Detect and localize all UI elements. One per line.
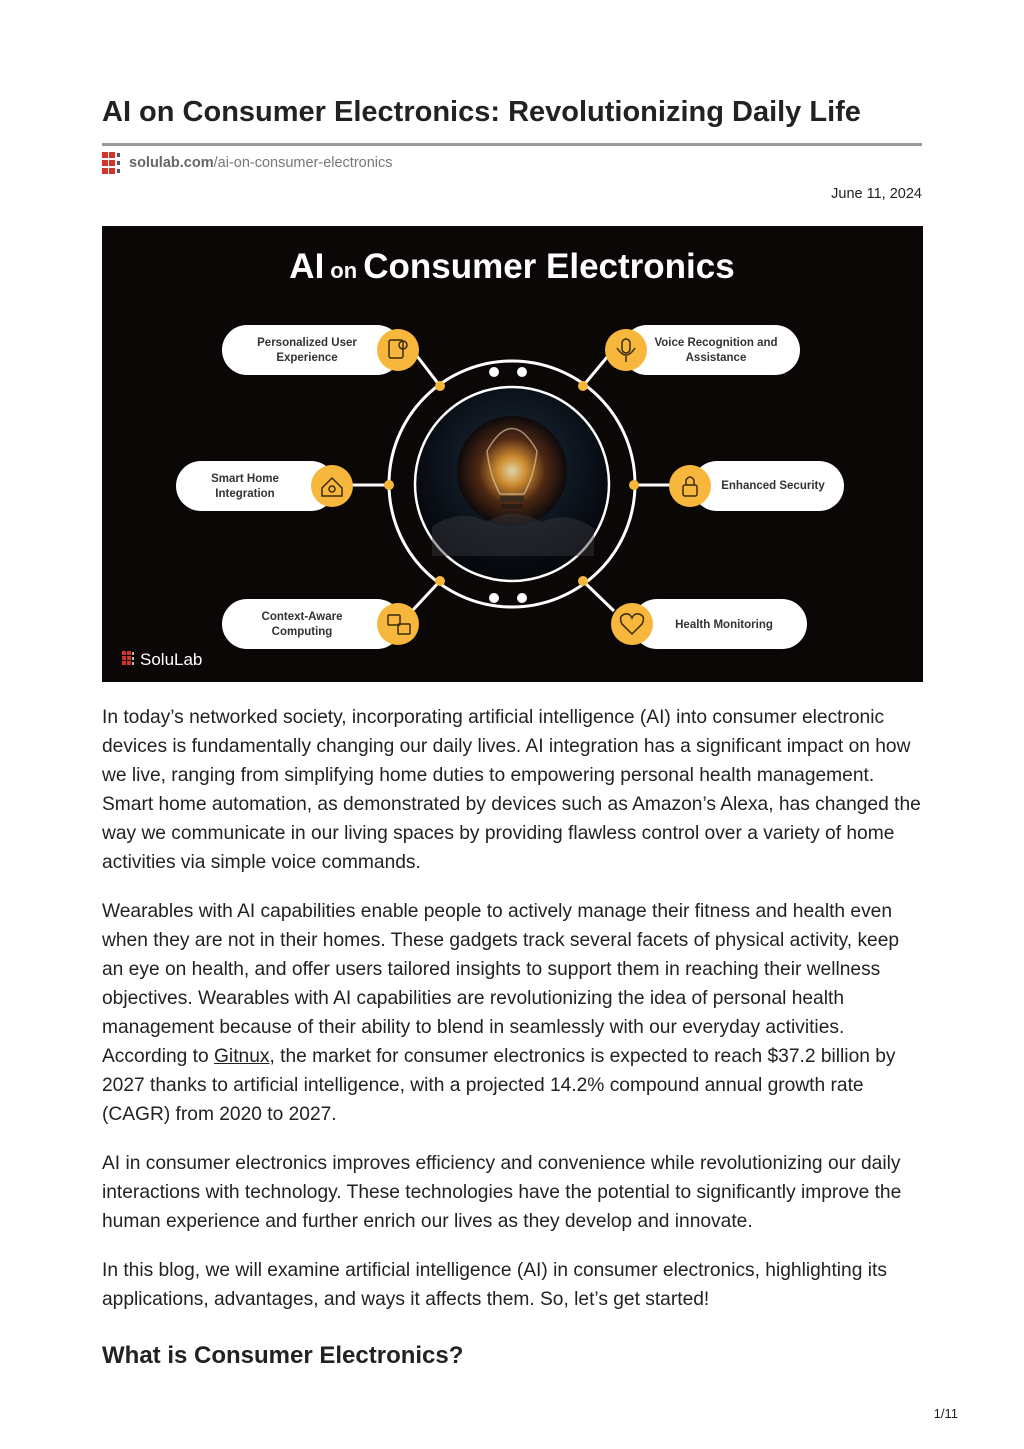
svg-text:Voice Recognition and: Voice Recognition and [654, 337, 778, 349]
paragraph-1: In today’s networked society, incorporating artificial intelligence (AI) into consumer electronic devices is fundamentally changing our daily lives. AI integration has a significant impact on how we live, ranging from simplifying home duties to empowering personal health management. Smart home automation, as demonstrated by devices such as Amazon’s Alexa, has changed the way we communicate in our living spaces by providing flawless control over a variety of home activities via simple voice commands. [102, 707, 921, 873]
solulab-logo-icon [122, 651, 134, 665]
solulab-logo-icon [102, 152, 124, 174]
feature-enhanced-security [669, 461, 844, 511]
solulab-wordmark: SoluLab [140, 650, 203, 669]
paragraph-3: AI in consumer electronics improves efficiency and convenience while revolutionizing our daily interactions with technology. These technologies have the potential to significantly improve the human experience and further enrich our lives as they develop and innovate. [102, 1153, 902, 1232]
svg-text:Enhanced Security: Enhanced Security [721, 480, 825, 492]
paragraph-2: Wearables with AI capabilities enable people to actively manage their fitness and health even when they are not in their homes. These gadgets track several facets of physical activity, keep an eye on health, and offer users tailored insights to support them in reaching their wellness objectives. Wearables with AI capabilities are revolutionizing the idea of personal health management because of their ability to blend in seamlessly with our everyday activities. According to Gitnux, the market for consumer electronics is expected to reach $37.2 billion by 2027 thanks to artificial intelligence, with a projected 14.2% compound annual growth rate (CAGR) from 2020 to 2027. [102, 901, 900, 1125]
svg-text:Computing: Computing [271, 626, 333, 638]
source-path: /ai-on-consumer-electronics [213, 155, 393, 171]
svg-text:Smart Home: Smart Home [211, 473, 279, 485]
health-heart-icon [611, 603, 653, 645]
svg-text:Health Monitoring: Health Monitoring [675, 619, 773, 631]
svg-text:Assistance: Assistance [685, 352, 747, 364]
title-divider [102, 143, 922, 146]
personalized-user-icon [377, 329, 419, 371]
publish-date: June 11, 2024 [831, 186, 922, 202]
svg-text:Integration: Integration [215, 488, 275, 500]
svg-text:Context-Aware: Context-Aware [261, 611, 343, 623]
svg-text:Personalized User: Personalized User [257, 337, 357, 349]
paragraph-4: In this blog, we will examine artificial intelligence (AI) in consumer electronics, highlighting its applications, advantages, and ways it affects them. So, let’s get started! [102, 1260, 887, 1310]
page-number: 1/11 [933, 1406, 958, 1421]
feature-personalized-user-experience [222, 325, 419, 375]
feature-context-aware-computing [222, 599, 419, 649]
article-body [102, 703, 924, 1334]
security-lock-icon [669, 465, 711, 507]
feature-voice-recognition [605, 325, 800, 375]
hero-heading: AI on Consumer Electronics [289, 247, 735, 286]
feature-smart-home-integration [176, 461, 353, 511]
svg-text:Experience: Experience [276, 352, 338, 364]
feature-health-monitoring [611, 599, 807, 649]
section-heading: What is Consumer Electronics? [102, 1342, 464, 1369]
hero-infographic [102, 226, 923, 682]
hero-image [102, 226, 923, 682]
solulab-brand [122, 650, 202, 669]
article-title: AI on Consumer Electronics: Revolutionizing Daily Life [102, 96, 861, 128]
source-domain: solulab.com [129, 155, 214, 171]
source-link[interactable] [102, 152, 393, 174]
gitnux-link[interactable]: Gitnux [214, 1046, 270, 1067]
microphone-icon [605, 329, 647, 371]
